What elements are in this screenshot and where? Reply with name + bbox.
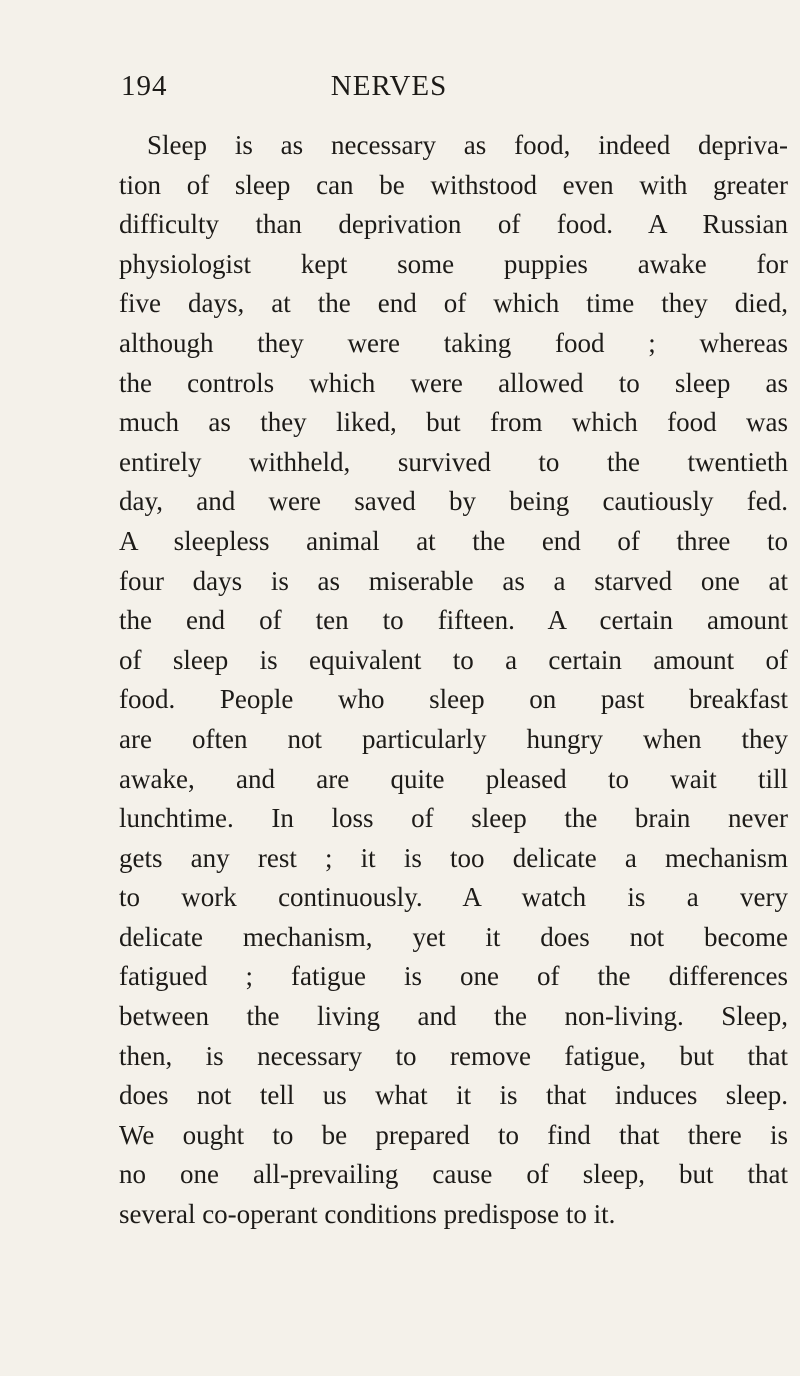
text-line: delicate mechanism, yet it does not become [119,921,788,952]
text-line: tion of sleep can be withstood even with greater [119,169,788,200]
text-line: food. People who sleep on past breakfast [119,684,788,715]
running-title: NERVES [330,70,448,102]
text-line: the controls which were allowed to sleep as [119,367,788,398]
text-line: of sleep is equivalent to a certain amount of [119,644,788,675]
text-line: difficulty than deprivation of food. A Russian [119,209,788,240]
text-line: five days, at the end of which time they died, [119,288,788,319]
text-line: no one all-prevailing cause of sleep, but that [119,1159,788,1190]
text-line: four days is as miserable as a starved one at [119,565,788,596]
body-paragraph [119,126,788,1235]
page-number: 194 [121,70,168,102]
text-line: day, and were saved by being cautiously fed. [119,486,788,517]
text-line: physiologist kept some puppies awake for [119,248,788,279]
text-line: several co-operant conditions predispose to it. [119,1199,616,1230]
text-line: the end of ten to fifteen. A certain amount [119,605,788,636]
text-line: awake, and are quite pleased to wait till [119,763,788,794]
text-line: then, is necessary to remove fatigue, but that [119,1040,788,1071]
text-line: A sleepless animal at the end of three to [119,525,788,556]
text-line: between the living and the non-living. Sleep, [119,1001,788,1032]
text-line: gets any rest ; it is too delicate a mechanism [119,842,788,873]
text-line: does not tell us what it is that induces sleep. [119,1080,788,1111]
text-line: entirely withheld, survived to the twentieth [119,446,788,477]
text-line: although they were taking food ; whereas [119,327,788,358]
text-line: are often not particularly hungry when they [119,723,788,754]
text-line: fatigued ; fatigue is one of the differences [119,961,788,992]
text-line: much as they liked, but from which food was [119,407,788,438]
text-line: to work continuously. A watch is a very [119,882,788,913]
text-line: lunchtime. In loss of sleep the brain never [119,803,788,834]
text-line: Sleep is as necessary as food, indeed depriva- [147,130,788,160]
running-head [121,66,657,106]
text-line: We ought to be prepared to find that there is [119,1119,788,1150]
